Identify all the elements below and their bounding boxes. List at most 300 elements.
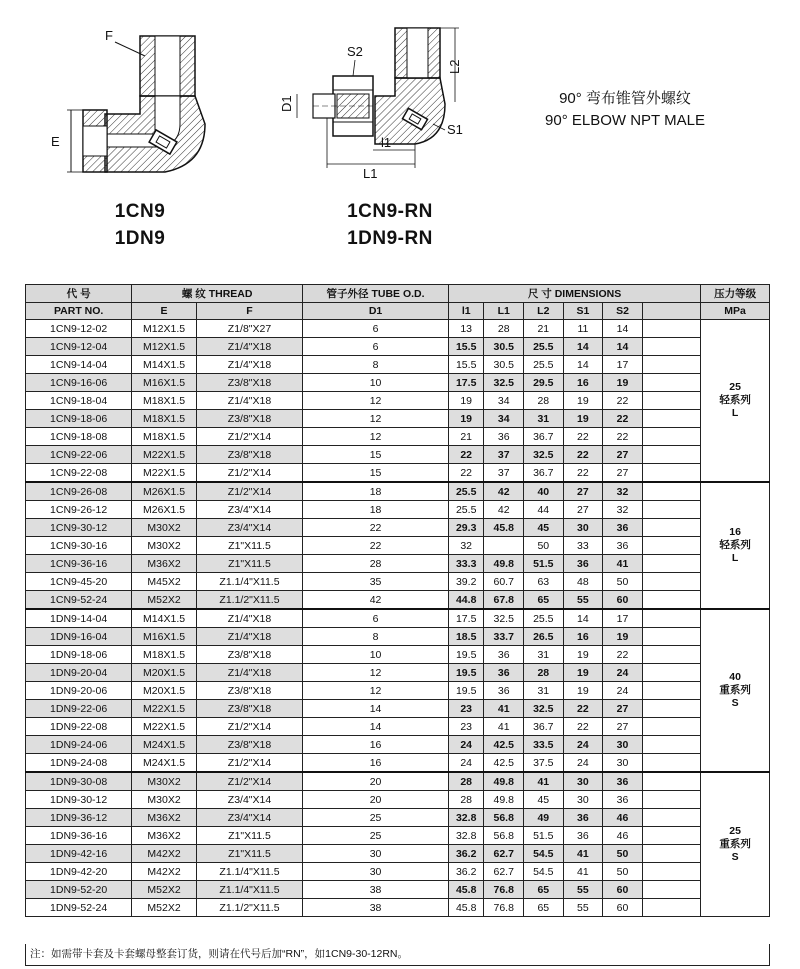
table-row <box>26 338 770 356</box>
cell-thread-e: M45X2 <box>132 573 197 591</box>
order-note: 注：如需带卡套及卡套螺母整套订货，则请在代号后加“RN”，如1CN9-30-12RN。 <box>25 944 770 966</box>
table-row <box>26 591 770 610</box>
cell-blank <box>642 609 700 628</box>
cell-blank <box>642 482 700 501</box>
table-row <box>26 863 770 881</box>
cell-l2: 32.5 <box>524 700 564 718</box>
cell-s2: 27 <box>603 446 643 464</box>
cell-tube-od: 15 <box>303 446 449 464</box>
cell-blank <box>642 410 700 428</box>
cell-s2: 41 <box>603 555 643 573</box>
header-e: E <box>132 303 197 320</box>
cell-l2: 25.5 <box>524 356 564 374</box>
cell-thread-f: Z3/8"X18 <box>196 736 302 754</box>
cell-s1: 55 <box>563 881 603 899</box>
header-code: 代 号 <box>26 285 132 303</box>
cell-s2: 19 <box>603 374 643 392</box>
cell-thread-f: Z1/2"X14 <box>196 718 302 736</box>
cell-blank <box>642 338 700 356</box>
cell-part-no: 1CN9-22-08 <box>26 464 132 483</box>
cell-l1-small: 28 <box>448 772 483 791</box>
cell-s2: 36 <box>603 791 643 809</box>
cell-tube-od: 12 <box>303 392 449 410</box>
cell-l1-small: 22 <box>448 464 483 483</box>
pressure-line: 25 <box>729 825 741 837</box>
cell-blank <box>642 356 700 374</box>
table-row <box>26 555 770 573</box>
table-row <box>26 827 770 845</box>
cell-part-no: 1DN9-36-12 <box>26 809 132 827</box>
cell-s2: 19 <box>603 628 643 646</box>
cell-l1-small: 19.5 <box>448 682 483 700</box>
cell-part-no: 1DN9-30-12 <box>26 791 132 809</box>
cell-l1-small: 19.5 <box>448 664 483 682</box>
cell-blank <box>642 845 700 863</box>
cell-l2: 37.5 <box>524 754 564 773</box>
cell-tube-od: 35 <box>303 573 449 591</box>
cell-s1: 27 <box>563 482 603 501</box>
cell-blank <box>642 537 700 555</box>
cell-tube-od: 6 <box>303 320 449 338</box>
cell-l1-small: 18.5 <box>448 628 483 646</box>
cell-l1-small: 32.8 <box>448 827 483 845</box>
cell-l2: 65 <box>524 591 564 610</box>
spec-table <box>25 284 770 917</box>
cell-thread-e: M26X1.5 <box>132 501 197 519</box>
cell-l2: 51.5 <box>524 827 564 845</box>
s2-label: S2 <box>347 44 363 59</box>
cell-s2: 14 <box>603 320 643 338</box>
pressure-rating <box>701 609 770 772</box>
cell-blank <box>642 809 700 827</box>
cell-l1: 62.7 <box>484 845 524 863</box>
cell-thread-e: M52X2 <box>132 591 197 610</box>
cell-s2: 22 <box>603 410 643 428</box>
cell-tube-od: 16 <box>303 754 449 773</box>
cell-s2: 36 <box>603 537 643 555</box>
cell-s1: 24 <box>563 754 603 773</box>
cell-s1: 22 <box>563 446 603 464</box>
pressure-line: S <box>731 697 739 709</box>
cell-l1-small: 36.2 <box>448 863 483 881</box>
cell-s1: 16 <box>563 628 603 646</box>
cell-l2: 45 <box>524 519 564 537</box>
cell-blank <box>642 320 700 338</box>
cell-l1: 42.5 <box>484 736 524 754</box>
cell-thread-f: Z1.1/4"X11.5 <box>196 863 302 881</box>
cell-s1: 14 <box>563 338 603 356</box>
cell-thread-f: Z1.1/4"X11.5 <box>196 881 302 899</box>
cell-l2: 29.5 <box>524 374 564 392</box>
cell-thread-f: Z1"X11.5 <box>196 827 302 845</box>
pressure-line: 25 <box>729 381 741 393</box>
table-row <box>26 519 770 537</box>
cell-part-no: 1DN9-20-06 <box>26 682 132 700</box>
cell-l1: 33.7 <box>484 628 524 646</box>
model-1dn9: 1DN9 <box>114 228 166 249</box>
cell-l1-small: 22 <box>448 446 483 464</box>
table-row <box>26 320 770 338</box>
cell-thread-e: M52X2 <box>132 881 197 899</box>
cell-s2: 30 <box>603 736 643 754</box>
header-row-2 <box>26 303 770 320</box>
cell-l1: 36 <box>484 646 524 664</box>
cell-part-no: 1CN9-18-08 <box>26 428 132 446</box>
elbow-drawing <box>45 14 235 194</box>
cell-l1: 32.5 <box>484 374 524 392</box>
table-row <box>26 392 770 410</box>
cell-l1: 60.7 <box>484 573 524 591</box>
cell-l1: 56.8 <box>484 827 524 845</box>
cell-l2: 44 <box>524 501 564 519</box>
l1-label: L1 <box>363 166 378 181</box>
cell-part-no: 1CN9-26-12 <box>26 501 132 519</box>
cell-thread-e: M16X1.5 <box>132 374 197 392</box>
cell-s2: 14 <box>603 338 643 356</box>
cell-l2: 65 <box>524 881 564 899</box>
cell-l1-small: 24 <box>448 754 483 773</box>
cell-l1: 42 <box>484 482 524 501</box>
cell-blank <box>642 428 700 446</box>
cell-part-no: 1DN9-18-06 <box>26 646 132 664</box>
cell-l2: 41 <box>524 772 564 791</box>
pressure-rating <box>701 482 770 609</box>
cell-l2: 28 <box>524 392 564 410</box>
cell-thread-e: M22X1.5 <box>132 446 197 464</box>
cell-l1-small: 19.5 <box>448 646 483 664</box>
cell-tube-od: 12 <box>303 428 449 446</box>
cell-tube-od: 6 <box>303 338 449 356</box>
cell-blank <box>642 374 700 392</box>
cell-thread-f: Z1/2"X14 <box>196 428 302 446</box>
cell-blank <box>642 664 700 682</box>
cell-s1: 30 <box>563 519 603 537</box>
cell-l1: 49.8 <box>484 772 524 791</box>
cell-blank <box>642 573 700 591</box>
cell-part-no: 1DN9-42-20 <box>26 863 132 881</box>
cell-tube-od: 25 <box>303 809 449 827</box>
cell-tube-od: 10 <box>303 646 449 664</box>
table-row <box>26 537 770 555</box>
cell-l1-small: 15.5 <box>448 356 483 374</box>
cell-l1-small: 13 <box>448 320 483 338</box>
cell-part-no: 1CN9-26-08 <box>26 482 132 501</box>
cell-tube-od: 30 <box>303 863 449 881</box>
cell-tube-od: 38 <box>303 881 449 899</box>
cell-l1: 76.8 <box>484 881 524 899</box>
cell-tube-od: 18 <box>303 501 449 519</box>
table-row <box>26 772 770 791</box>
cell-thread-f: Z1.1/4"X11.5 <box>196 573 302 591</box>
table-row <box>26 736 770 754</box>
cell-s1: 30 <box>563 772 603 791</box>
model-names-left <box>90 198 190 252</box>
cell-s1: 14 <box>563 356 603 374</box>
cell-part-no: 1DN9-52-20 <box>26 881 132 899</box>
cell-s2: 27 <box>603 700 643 718</box>
cell-s1: 19 <box>563 410 603 428</box>
cell-tube-od: 12 <box>303 664 449 682</box>
header-l-small: l1 <box>448 303 483 320</box>
cell-blank <box>642 392 700 410</box>
product-heading <box>500 88 750 132</box>
cell-blank <box>642 646 700 664</box>
cell-blank <box>642 555 700 573</box>
cell-thread-e: M26X1.5 <box>132 482 197 501</box>
cell-tube-od: 14 <box>303 718 449 736</box>
cell-l1-small: 29.3 <box>448 519 483 537</box>
elbow-rn-drawing <box>275 14 475 184</box>
cell-thread-f: Z3/8"X18 <box>196 446 302 464</box>
pressure-line: 16 <box>729 526 741 538</box>
heading-cn: 90° 弯布锥管外螺纹 <box>559 90 691 107</box>
heading-en: 90° ELBOW NPT MALE <box>545 112 705 129</box>
cell-thread-f: Z1/8"X27 <box>196 320 302 338</box>
table-row <box>26 446 770 464</box>
cell-s1: 22 <box>563 428 603 446</box>
cell-l1: 62.7 <box>484 863 524 881</box>
cell-l2: 25.5 <box>524 338 564 356</box>
cell-part-no: 1CN9-12-04 <box>26 338 132 356</box>
cell-tube-od: 22 <box>303 519 449 537</box>
cell-l1-small: 19 <box>448 410 483 428</box>
cell-thread-f: Z1.1/2"X11.5 <box>196 591 302 610</box>
cell-tube-od: 22 <box>303 537 449 555</box>
cell-part-no: 1CN9-30-16 <box>26 537 132 555</box>
cell-l2: 54.5 <box>524 863 564 881</box>
cell-s1: 48 <box>563 573 603 591</box>
cell-l1: 45.8 <box>484 519 524 537</box>
cell-s2: 60 <box>603 881 643 899</box>
header-l2: L2 <box>524 303 564 320</box>
cell-tube-od: 18 <box>303 482 449 501</box>
cell-blank <box>642 754 700 773</box>
cell-blank <box>642 682 700 700</box>
cell-l2: 40 <box>524 482 564 501</box>
cell-l1-small: 17.5 <box>448 609 483 628</box>
cell-l2: 54.5 <box>524 845 564 863</box>
cell-part-no: 1CN9-18-04 <box>26 392 132 410</box>
header-d1: D1 <box>303 303 449 320</box>
cell-blank <box>642 863 700 881</box>
table-row <box>26 374 770 392</box>
cell-thread-e: M24X1.5 <box>132 754 197 773</box>
cell-s1: 36 <box>563 555 603 573</box>
cell-blank <box>642 718 700 736</box>
cell-thread-e: M16X1.5 <box>132 628 197 646</box>
cell-l1 <box>484 537 524 555</box>
cell-thread-e: M52X2 <box>132 899 197 917</box>
cell-s2: 60 <box>603 899 643 917</box>
cell-thread-f: Z1/4"X18 <box>196 338 302 356</box>
cell-tube-od: 12 <box>303 410 449 428</box>
cell-blank <box>642 700 700 718</box>
header-mpa: MPa <box>701 303 770 320</box>
cell-tube-od: 38 <box>303 899 449 917</box>
cell-l1: 67.8 <box>484 591 524 610</box>
cell-part-no: 1CN9-52-24 <box>26 591 132 610</box>
cell-l1-small: 33.3 <box>448 555 483 573</box>
cell-thread-f: Z3/4"X14 <box>196 501 302 519</box>
cell-s2: 27 <box>603 464 643 483</box>
cell-part-no: 1DN9-36-16 <box>26 827 132 845</box>
cell-l1: 36 <box>484 682 524 700</box>
cell-blank <box>642 772 700 791</box>
cell-l1-small: 25.5 <box>448 482 483 501</box>
cell-l1-small: 28 <box>448 791 483 809</box>
cell-thread-e: M12X1.5 <box>132 338 197 356</box>
cell-l1-small: 23 <box>448 700 483 718</box>
cell-s2: 32 <box>603 501 643 519</box>
cell-blank <box>642 827 700 845</box>
pressure-rating <box>701 320 770 483</box>
cell-l1: 36 <box>484 664 524 682</box>
cell-l2: 32.5 <box>524 446 564 464</box>
cell-thread-e: M22X1.5 <box>132 464 197 483</box>
cell-tube-od: 20 <box>303 772 449 791</box>
cell-thread-f: Z1/2"X14 <box>196 772 302 791</box>
cell-l2: 45 <box>524 791 564 809</box>
cell-thread-e: M30X2 <box>132 791 197 809</box>
cell-l1-small: 15.5 <box>448 338 483 356</box>
cell-l2: 28 <box>524 664 564 682</box>
table-row <box>26 881 770 899</box>
cell-l1-small: 19 <box>448 392 483 410</box>
cell-thread-f: Z1.1/2"X11.5 <box>196 899 302 917</box>
cell-s1: 19 <box>563 392 603 410</box>
table-row <box>26 809 770 827</box>
table-row <box>26 464 770 483</box>
cell-s1: 14 <box>563 609 603 628</box>
cell-part-no: 1DN9-20-04 <box>26 664 132 682</box>
cell-l1: 76.8 <box>484 899 524 917</box>
cell-part-no: 1DN9-22-08 <box>26 718 132 736</box>
cell-l2: 25.5 <box>524 609 564 628</box>
header-thread: 螺 纹 THREAD <box>132 285 303 303</box>
cell-thread-f: Z3/8"X18 <box>196 682 302 700</box>
cell-s1: 22 <box>563 464 603 483</box>
cell-s2: 46 <box>603 827 643 845</box>
table-row <box>26 845 770 863</box>
cell-blank <box>642 899 700 917</box>
cell-blank <box>642 881 700 899</box>
cell-l1-small: 23 <box>448 718 483 736</box>
cell-part-no: 1DN9-14-04 <box>26 609 132 628</box>
cell-s1: 19 <box>563 646 603 664</box>
table-row <box>26 664 770 682</box>
cell-l2: 26.5 <box>524 628 564 646</box>
cell-l2: 65 <box>524 899 564 917</box>
table-row <box>26 410 770 428</box>
cell-l1-small: 24 <box>448 736 483 754</box>
model-names-right <box>320 198 460 252</box>
cell-thread-f: Z3/4"X14 <box>196 519 302 537</box>
cell-s1: 41 <box>563 863 603 881</box>
pressure-line: S <box>731 851 739 863</box>
pressure-line: L <box>731 407 739 419</box>
cell-thread-e: M36X2 <box>132 809 197 827</box>
cell-thread-f: Z1/4"X18 <box>196 609 302 628</box>
cell-l2: 31 <box>524 682 564 700</box>
cell-l1-small: 36.2 <box>448 845 483 863</box>
model-1cn9: 1CN9 <box>114 201 166 222</box>
cell-thread-e: M22X1.5 <box>132 700 197 718</box>
header-s1: S1 <box>563 303 603 320</box>
cell-l2: 36.7 <box>524 718 564 736</box>
l2-label: L2 <box>447 59 462 74</box>
cell-s1: 19 <box>563 682 603 700</box>
cell-s1: 19 <box>563 664 603 682</box>
cell-s2: 36 <box>603 772 643 791</box>
cell-blank <box>642 791 700 809</box>
cell-s2: 50 <box>603 863 643 881</box>
table-row <box>26 754 770 773</box>
cell-tube-od: 15 <box>303 464 449 483</box>
cell-tube-od: 20 <box>303 791 449 809</box>
table-row <box>26 428 770 446</box>
cell-s2: 24 <box>603 682 643 700</box>
cell-l1-small: 45.8 <box>448 881 483 899</box>
cell-tube-od: 8 <box>303 356 449 374</box>
cell-tube-od: 28 <box>303 555 449 573</box>
cell-s2: 36 <box>603 519 643 537</box>
cell-thread-f: Z1/4"X18 <box>196 664 302 682</box>
table-row <box>26 682 770 700</box>
cell-part-no: 1CN9-14-04 <box>26 356 132 374</box>
cell-tube-od: 10 <box>303 374 449 392</box>
cell-thread-e: M24X1.5 <box>132 736 197 754</box>
table-row <box>26 628 770 646</box>
cell-l1-small: 39.2 <box>448 573 483 591</box>
cell-thread-e: M18X1.5 <box>132 410 197 428</box>
cell-l1: 37 <box>484 464 524 483</box>
pressure-line: 轻系列 <box>719 539 751 551</box>
header-pressure: 压力等级 <box>701 285 770 303</box>
cell-thread-e: M30X2 <box>132 537 197 555</box>
cell-l2: 31 <box>524 410 564 428</box>
cell-l1: 30.5 <box>484 356 524 374</box>
table-row <box>26 791 770 809</box>
cell-l2: 63 <box>524 573 564 591</box>
cell-tube-od: 42 <box>303 591 449 610</box>
cell-tube-od: 25 <box>303 827 449 845</box>
cell-l1-small: 32.8 <box>448 809 483 827</box>
cell-l1-small: 45.8 <box>448 899 483 917</box>
cell-blank <box>642 628 700 646</box>
cell-thread-f: Z1"X11.5 <box>196 537 302 555</box>
pressure-line: 重系列 <box>719 838 751 850</box>
header-row-1 <box>26 285 770 303</box>
pressure-line: L <box>731 552 739 564</box>
cell-thread-f: Z1/4"X18 <box>196 392 302 410</box>
cell-thread-f: Z1/4"X18 <box>196 356 302 374</box>
cell-blank <box>642 446 700 464</box>
cell-part-no: 1DN9-22-06 <box>26 700 132 718</box>
model-1dn9-rn: 1DN9-RN <box>347 228 433 249</box>
cell-tube-od: 12 <box>303 682 449 700</box>
cell-tube-od: 30 <box>303 845 449 863</box>
cell-l1: 32.5 <box>484 609 524 628</box>
cell-s2: 32 <box>603 482 643 501</box>
cell-part-no: 1CN9-16-06 <box>26 374 132 392</box>
cell-s1: 27 <box>563 501 603 519</box>
cell-l1-small: 25.5 <box>448 501 483 519</box>
table-row <box>26 482 770 501</box>
cell-blank <box>642 519 700 537</box>
cell-s1: 24 <box>563 736 603 754</box>
header-dims: 尺 寸 DIMENSIONS <box>448 285 700 303</box>
cell-thread-e: M36X2 <box>132 827 197 845</box>
